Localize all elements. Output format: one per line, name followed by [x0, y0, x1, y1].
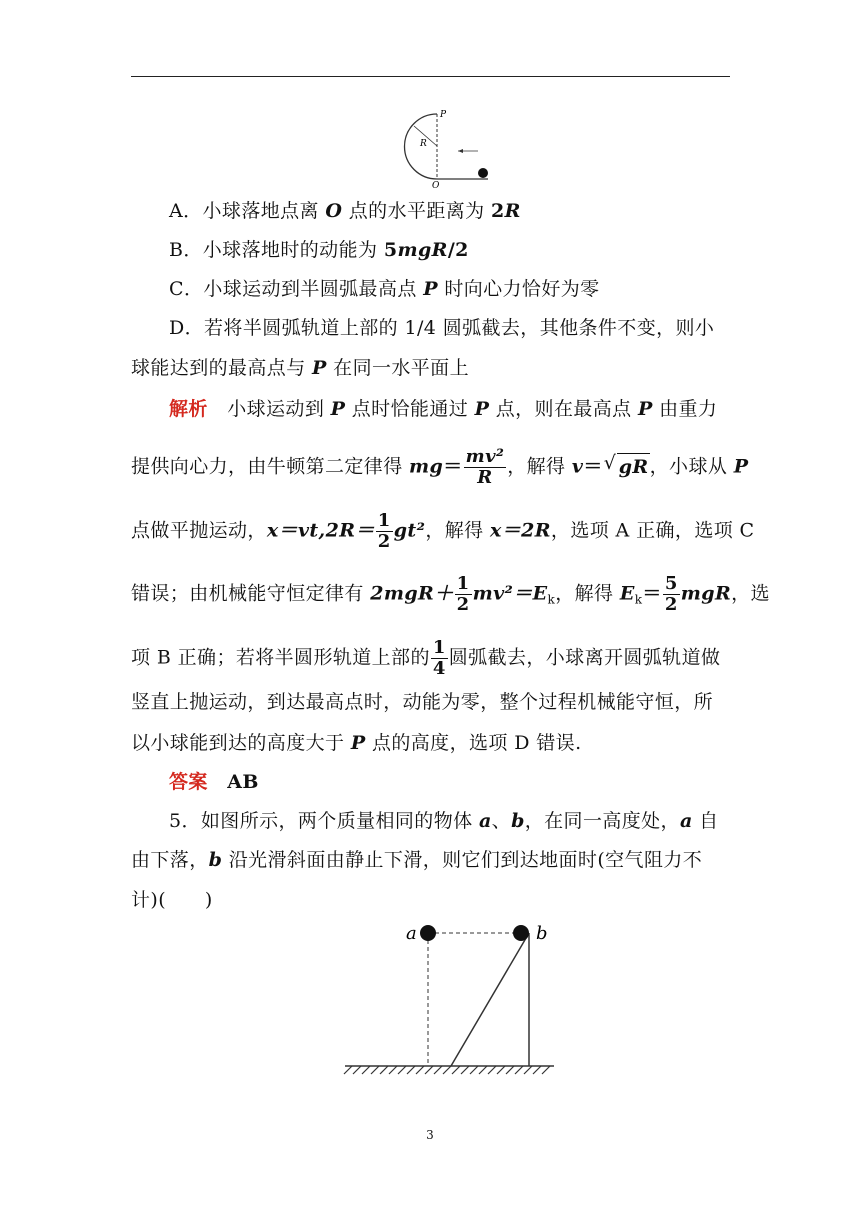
header-rule	[131, 76, 730, 77]
hatch-mark	[452, 1066, 460, 1074]
answer-label: 答案	[169, 771, 208, 793]
hatch-mark	[380, 1066, 388, 1074]
hatch-mark	[515, 1066, 523, 1074]
hatch-mark	[488, 1066, 496, 1074]
incline-slope	[451, 933, 529, 1066]
hatch-mark	[362, 1066, 370, 1074]
ball-b	[513, 925, 529, 941]
fraction-1-2b: $\frac{1}{2}$	[456, 573, 470, 615]
fraction-1-4: $\frac{1}{4}$	[432, 637, 446, 679]
option-b: B．小球落地时的动能为 5mgR/2	[169, 239, 469, 261]
fraction-mv2-r: $\frac{\text{mv²}}{R}$	[465, 446, 505, 488]
hatch-mark	[407, 1066, 415, 1074]
hatch-mark	[533, 1066, 541, 1074]
arrow-head	[458, 149, 463, 153]
hatch-mark	[497, 1066, 505, 1074]
question5-line1: 5．如图所示，两个质量相同的物体 a、b，在同一高度处，a 自	[169, 810, 719, 832]
label-p: P	[440, 110, 447, 120]
option-d-line1: D．若将半圆弧轨道上部的 1/4 圆弧截去，其他条件不变，则小	[169, 317, 715, 339]
label-r: R	[420, 139, 427, 149]
analysis-line4: 错误；由机械能守恒定律有 2mgR＋ $\frac{1}{2}$ $mv^2=E_k$，解得 $E_k=$ $\frac{5}{2}$ mgR，选	[131, 573, 770, 615]
option-c: C．小球运动到半圆弧最高点 P 时向心力恰好为零	[169, 278, 600, 300]
answer-line	[169, 769, 729, 795]
hatch-mark	[353, 1066, 361, 1074]
hatch-mark	[371, 1066, 379, 1074]
page-number: 3	[426, 1128, 434, 1142]
hatch-mark	[398, 1066, 406, 1074]
hatch-mark	[344, 1066, 352, 1074]
analysis-line6: 竖直上抛运动，到达最高点时，动能为零，整个过程机械能守恒，所	[131, 691, 714, 713]
analysis-line2: 提供向心力，由牛顿第二定律得 mg＝ $\frac{\text{mv²}}{R}$ ，解得 v＝√ gR，小球从 P	[131, 447, 731, 488]
sqrt-gr: √ gR	[617, 453, 650, 480]
hatch-mark	[506, 1066, 514, 1074]
hatch-mark	[425, 1066, 433, 1074]
semicircle-track-figure	[400, 108, 520, 191]
ground-hatching	[344, 1066, 550, 1074]
hatch-mark	[524, 1066, 532, 1074]
label-b: b	[536, 923, 548, 944]
option-a: A．小球落地点离 O 点的水平距离为 2R	[169, 200, 521, 222]
option-d-line2: 球能达到的最高点与 P 在同一水平面上	[131, 357, 469, 379]
hatch-mark	[434, 1066, 442, 1074]
fraction-1-2: $\frac{1}{2}$	[377, 510, 391, 552]
ball-a	[420, 925, 436, 941]
hatch-mark	[542, 1066, 550, 1074]
analysis-line7: 以小球能到达的高度大于 P 点的高度，选项 D 错误.	[131, 732, 582, 754]
hatch-mark	[416, 1066, 424, 1074]
analysis-line5: 项 B 正确；若将半圆形轨道上部的 $\frac{1}{4}$ 圆弧截去，小球离开圆弧轨道做	[131, 637, 721, 679]
analysis-label: 解析	[169, 398, 208, 420]
hatch-mark	[443, 1066, 451, 1074]
free-fall-incline-figure	[340, 918, 560, 1078]
label-o: O	[432, 181, 440, 191]
question5-line3: 计)( )	[131, 889, 213, 911]
hatch-mark	[479, 1066, 487, 1074]
hatch-mark	[470, 1066, 478, 1074]
analysis-line1: 解析 小球运动到 P 点时恰能通过 P 点，则在最高点 P 由重力	[169, 398, 718, 420]
fraction-5-2: $\frac{5}{2}$	[664, 573, 678, 615]
question5-line2: 由下落，b 沿光滑斜面由静止下滑，则它们到达地面时(空气阻力不	[131, 849, 703, 871]
hatch-mark	[461, 1066, 469, 1074]
hatch-mark	[389, 1066, 397, 1074]
analysis-line3: 点做平抛运动，x＝vt,2R＝ $\frac{1}{2}$ gt²，解得 x＝2R，选项 A 正确，选项 C	[131, 510, 755, 552]
ball	[478, 168, 488, 178]
answer-value: AB	[207, 771, 259, 793]
label-a: a	[406, 923, 417, 944]
